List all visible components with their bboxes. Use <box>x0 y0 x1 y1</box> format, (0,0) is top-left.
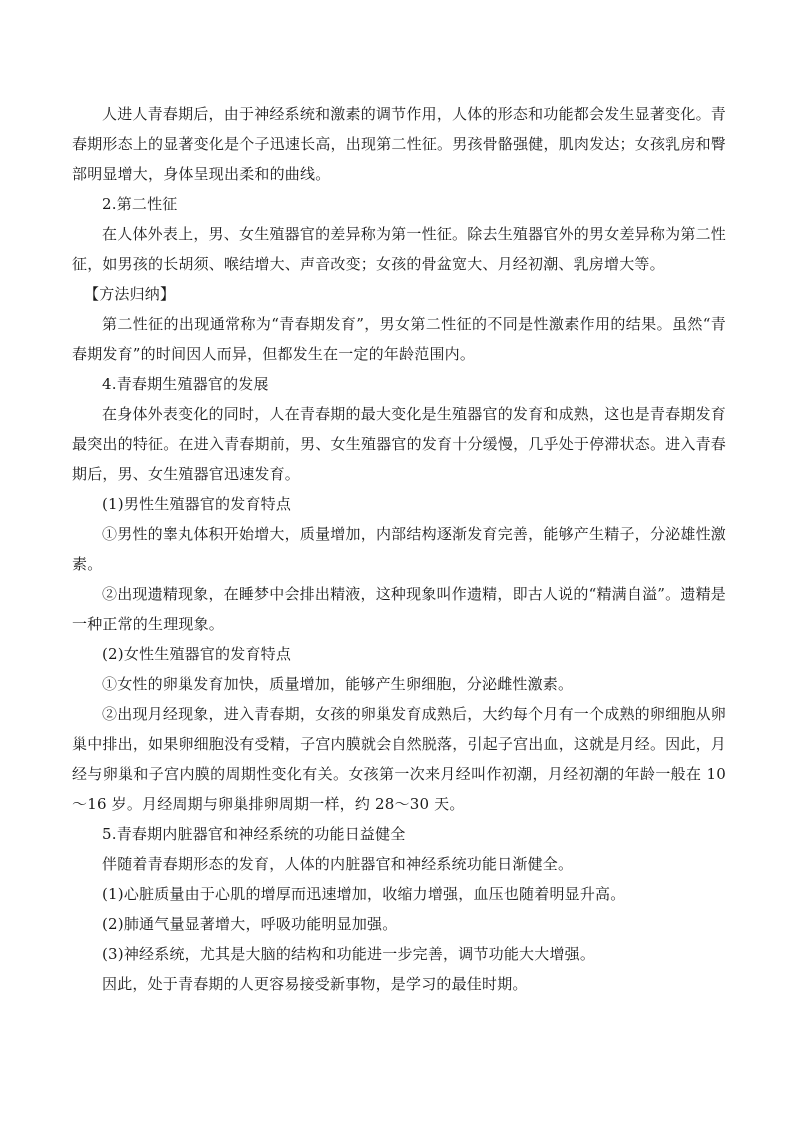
paragraph-conclusion: 因此，处于青春期的人更容易接受新事物，是学习的最佳时期。 <box>102 975 528 993</box>
paragraph-heart: (1)心脏质量由于心肌的增厚而迅速增加，收缩力增强，血压也随着明显升高。 <box>102 885 626 903</box>
paragraph-female-point-1: ①女性的卵巢发育加快，质量增加，能够产生卵细胞，分泌雌性激素。 <box>102 675 574 693</box>
paragraph-reproductive-organs: 在身体外表变化的同时，人在青春期的最大变化是生殖器官的发育和成熟，这也是青春期发育最突出的特征。在进入青春期前，男、女生殖器官的发育十分缓慢，几乎处于停滞状态。进入青春期后，男、女生殖器官迅速发育。 <box>72 405 726 483</box>
method-summary-label: 【方法归纳】 <box>84 285 176 303</box>
heading-organ-function: 5.青春期内脏器官和神经系统的功能日益健全 <box>102 825 406 843</box>
paragraph-female-point-2: ②出现月经现象，进入青春期，女孩的卵巢发育成熟后，大约每个月有一个成熟的卵细胞从卵巢中排出，如果卵细胞没有受精，子宫内膜就会自然脱落，引起子宫出血，这就是月经。因此，月经与卵巢和子宫内膜的周期性变化有关。女孩第一次来月经叫作初潮，月经初潮的年龄一般在 10～16 岁。月经周期与卵巢排卵周期一样，约 28～30 天。 <box>72 705 726 813</box>
heading-secondary-sex-characteristics: 2.第二性征 <box>102 195 178 213</box>
paragraph-sex-characteristics: 在人体外表上，男、女生殖器官的差异称为第一性征。除去生殖器官外的男女差异称为第二性征，如男孩的长胡须、喉结增大、声音改变；女孩的骨盆宽大、月经初潮、乳房增大等。 <box>72 225 726 273</box>
paragraph-nervous-system: (3)神经系统，尤其是大脑的结构和功能进一步完善，调节功能大大增强。 <box>102 945 596 963</box>
paragraph-method-summary: 第二性征的出现通常称为“青春期发育”，男女第二性征的不同是性激素作用的结果。虽然“青春期发育”的时间因人而异，但都发生在一定的年龄范围内。 <box>72 315 726 363</box>
heading-female-development: (2)女性生殖器官的发育特点 <box>102 645 292 663</box>
paragraph-intro: 人进人青春期后，由于神经系统和激素的调节作用，人体的形态和功能都会发生显著变化。青春期形态上的显著变化是个子迅速长高，出现第二性征。男孩骨骼强健，肌肉发达；女孩乳房和臀部明显增大，身体呈现出柔和的曲线。 <box>72 105 726 183</box>
heading-reproductive-organs: 4.青春期生殖器官的发展 <box>102 375 269 393</box>
paragraph-organ-function-intro: 伴随着青春期形态的发育，人体的内脏器官和神经系统功能日渐健全。 <box>102 855 574 873</box>
heading-male-development: (1)男性生殖器官的发育特点 <box>102 495 292 513</box>
paragraph-male-point-2: ②出现遗精现象，在睡梦中会排出精液，这种现象叫作遗精，即古人说的“精满自溢”。遗精是一种正常的生理现象。 <box>72 585 726 633</box>
document-body <box>72 99 726 999</box>
paragraph-lung: (2)肺通气量显著增大，呼吸功能明显加强。 <box>102 915 398 933</box>
paragraph-male-point-1: ①男性的睾丸体积开始增大，质量增加，内部结构逐渐发育完善，能够产生精子，分泌雄性激素。 <box>72 525 726 573</box>
